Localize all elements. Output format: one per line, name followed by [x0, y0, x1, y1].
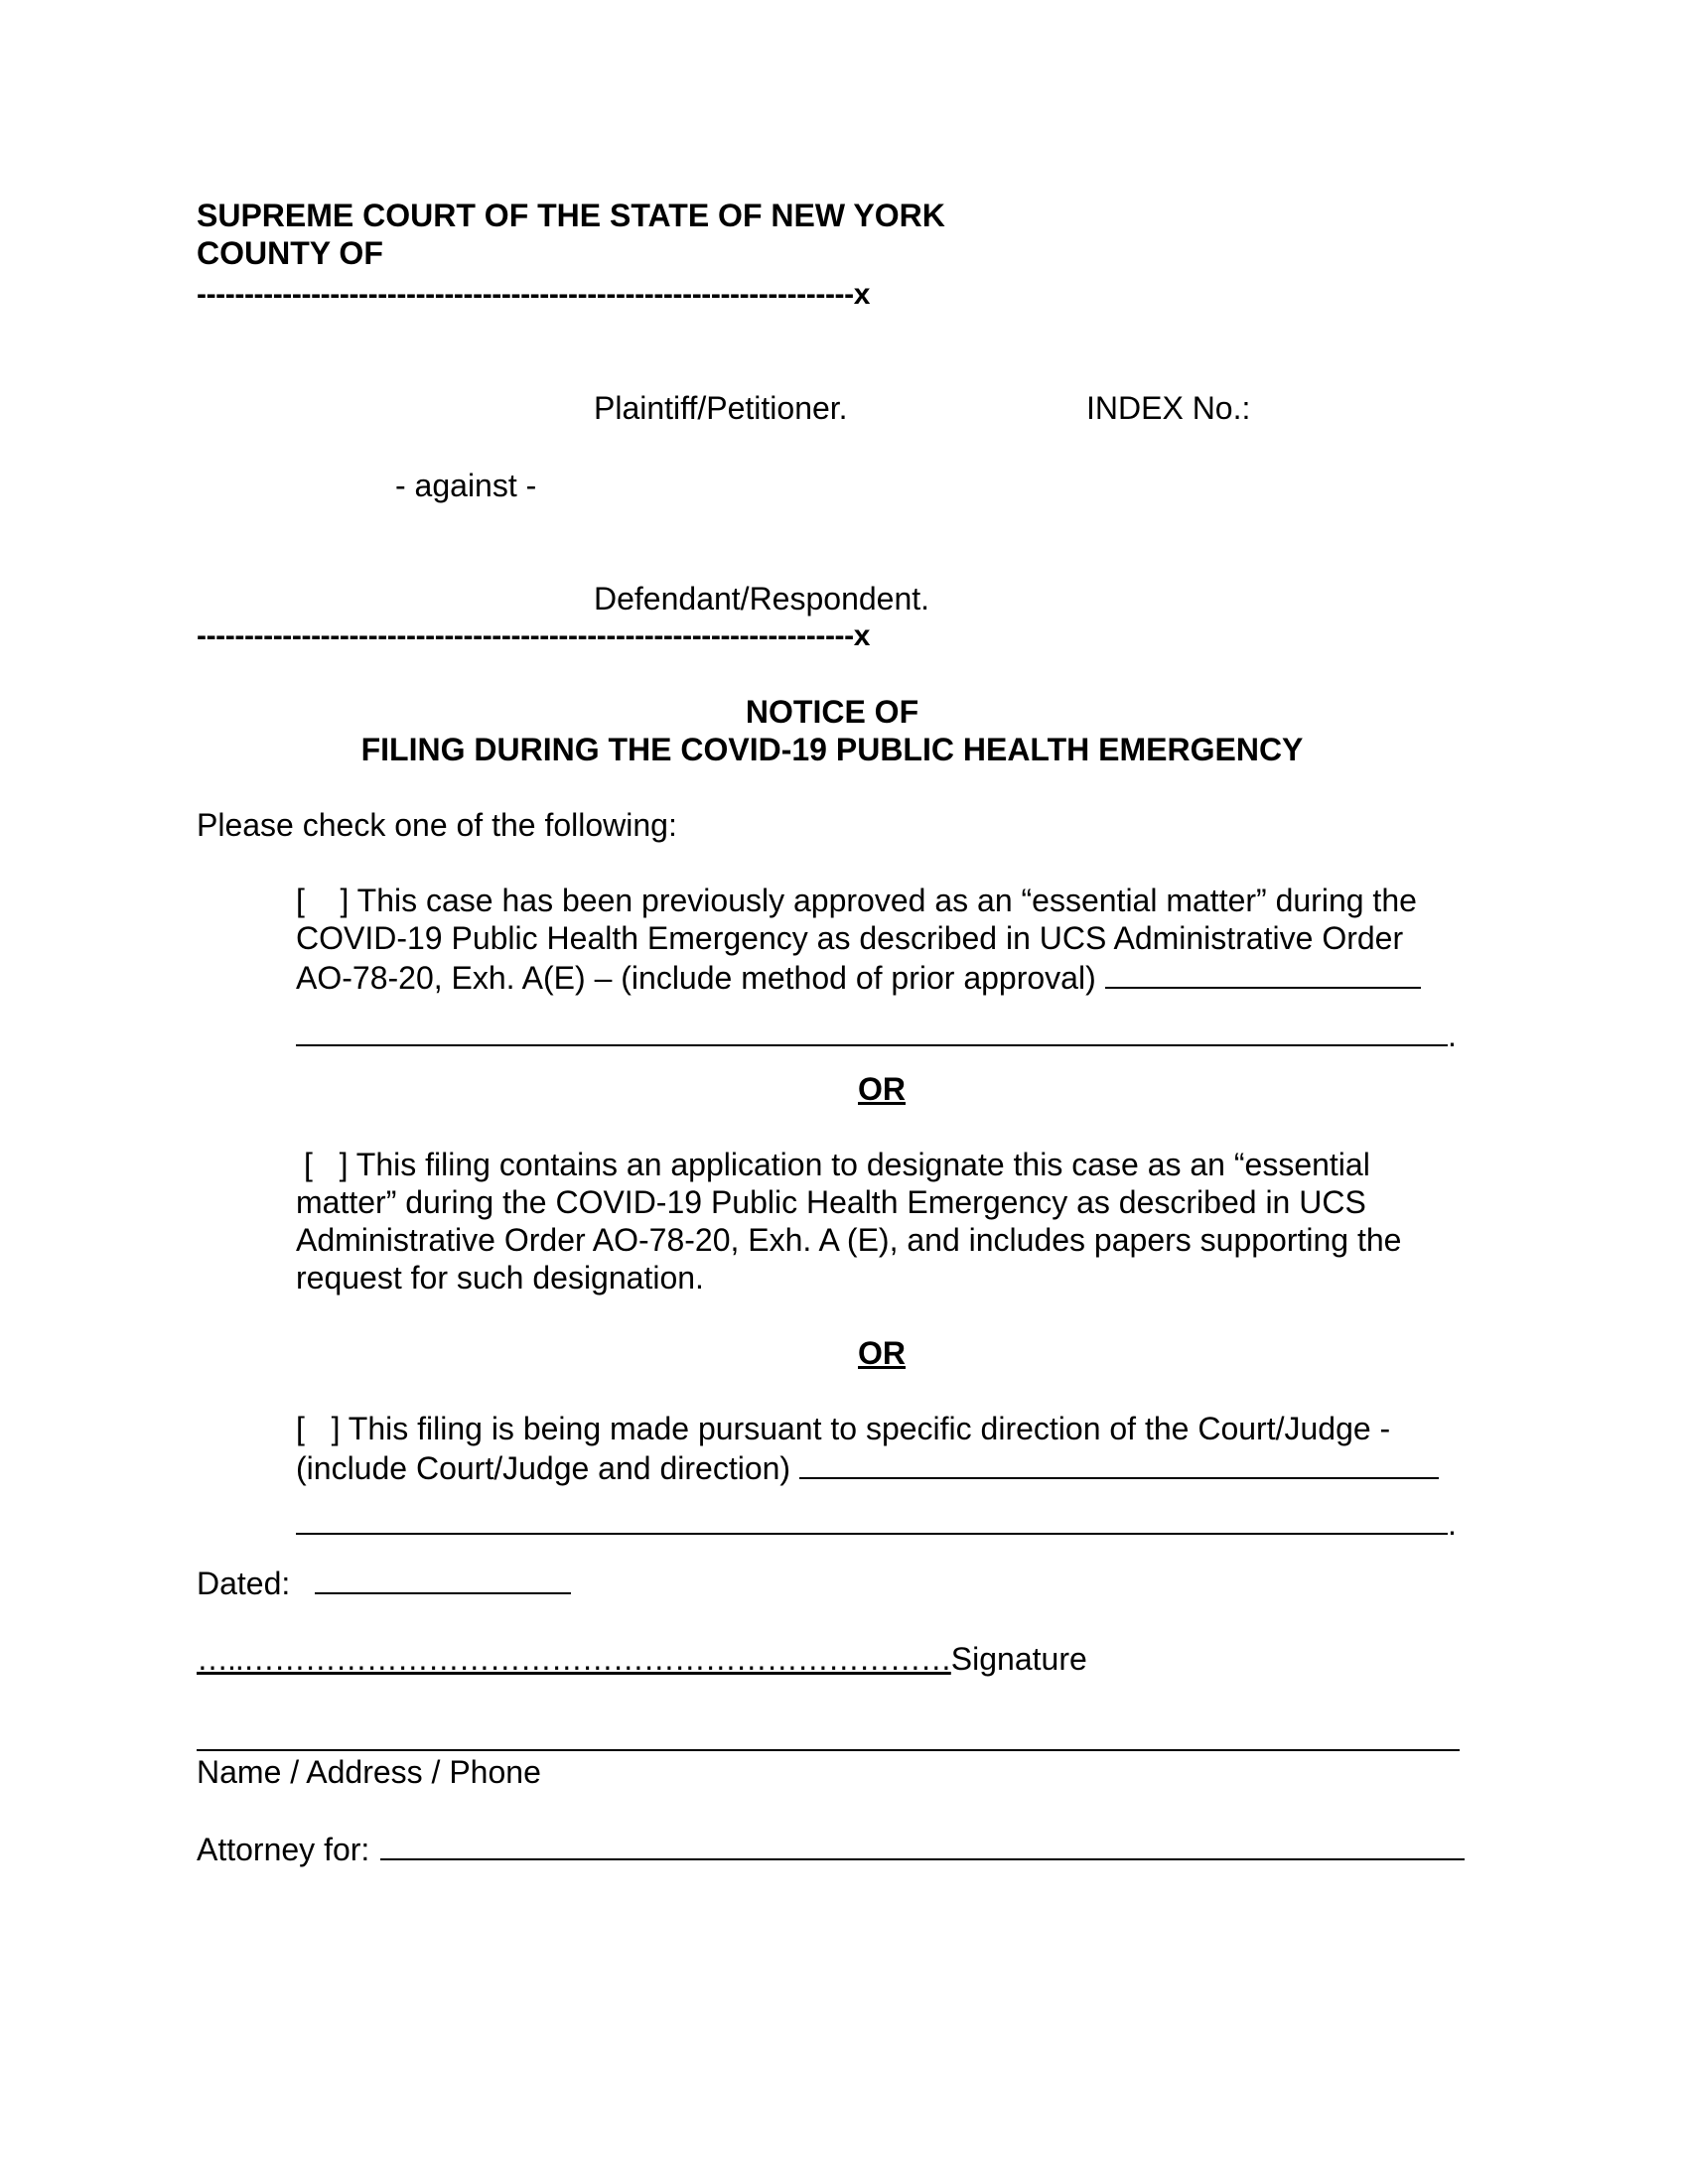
option-2-text-line-3: Administrative Order AO-78-20, Exh. A (E), and includes papers supporting the [296, 1222, 1402, 1258]
option-3-period: . [1448, 1506, 1457, 1542]
signature-line[interactable]: …..…………………………………………………………… [197, 1641, 951, 1677]
prior-approval-method-field[interactable] [1105, 957, 1421, 989]
option-essential-matter-application [296, 1146, 1487, 1297]
option-2-text-line-1: This filing contains an application to designate this case as an “essential [355, 1147, 1370, 1182]
plaintiff-label: Plaintiff/Petitioner. [594, 390, 848, 426]
defendant-label: Defendant/Respondent. [594, 581, 930, 616]
name-address-phone-field[interactable] [197, 1749, 1460, 1751]
instructions-text: Please check one of the following: [197, 807, 677, 843]
signature-label: Signature [950, 1641, 1087, 1677]
name-address-phone-label: Name / Address / Phone [197, 1754, 541, 1790]
court-judge-direction-field[interactable] [799, 1447, 1439, 1479]
checkbox-option-2[interactable]: [ ] [304, 1147, 349, 1182]
court-name: SUPREME COURT OF THE STATE OF NEW YORK [197, 198, 945, 233]
checkbox-option-1[interactable]: [ ] [296, 883, 350, 918]
dated-label: Dated: [197, 1566, 291, 1601]
checkbox-option-3[interactable]: [ ] [296, 1411, 341, 1446]
dated-field[interactable] [315, 1563, 571, 1594]
option-2-text-line-2: matter” during the COVID-19 Public Health Emergency as described in UCS [296, 1184, 1366, 1220]
option-1-text-line-3: AO-78-20, Exh. A(E) – (include method of prior approval) [296, 960, 1096, 996]
or-separator-1: OR [858, 1071, 906, 1107]
option-1-text-line-1: This case has been previously approved as an “essential matter” during the [356, 883, 1417, 918]
option-1-period: . [1448, 1018, 1457, 1053]
against-label: - against - [395, 468, 537, 503]
option-court-direction [296, 1410, 1487, 1487]
option-3-text-line-2: (include Court/Judge and direction) [296, 1450, 791, 1486]
notice-title-line-1: NOTICE OF [745, 694, 919, 730]
attorney-for-label: Attorney for: [197, 1832, 370, 1867]
county-label: COUNTY OF [197, 235, 383, 271]
option-3-text-line-1: This filing is being made pursuant to specific direction of the Court/Judge - [348, 1411, 1391, 1446]
option-essential-matter-approved [296, 882, 1487, 997]
index-number-label: INDEX No.: [1086, 390, 1251, 426]
attorney-for-field[interactable] [380, 1829, 1465, 1860]
or-separator-2: OR [858, 1335, 906, 1371]
prior-approval-method-field-continued[interactable] [296, 1015, 1448, 1046]
option-2-text-line-4: request for such designation. [296, 1260, 704, 1296]
option-1-text-line-2: COVID-19 Public Health Emergency as described in UCS Administrative Order [296, 920, 1404, 956]
court-judge-direction-field-continued[interactable] [296, 1503, 1448, 1535]
caption-divider-bottom: ---------------------------------------------------------------------x [197, 619, 871, 652]
notice-title-line-2: FILING DURING THE COVID-19 PUBLIC HEALTH EMERGENCY [360, 732, 1304, 767]
caption-divider-top: ---------------------------------------------------------------------x [197, 278, 871, 311]
